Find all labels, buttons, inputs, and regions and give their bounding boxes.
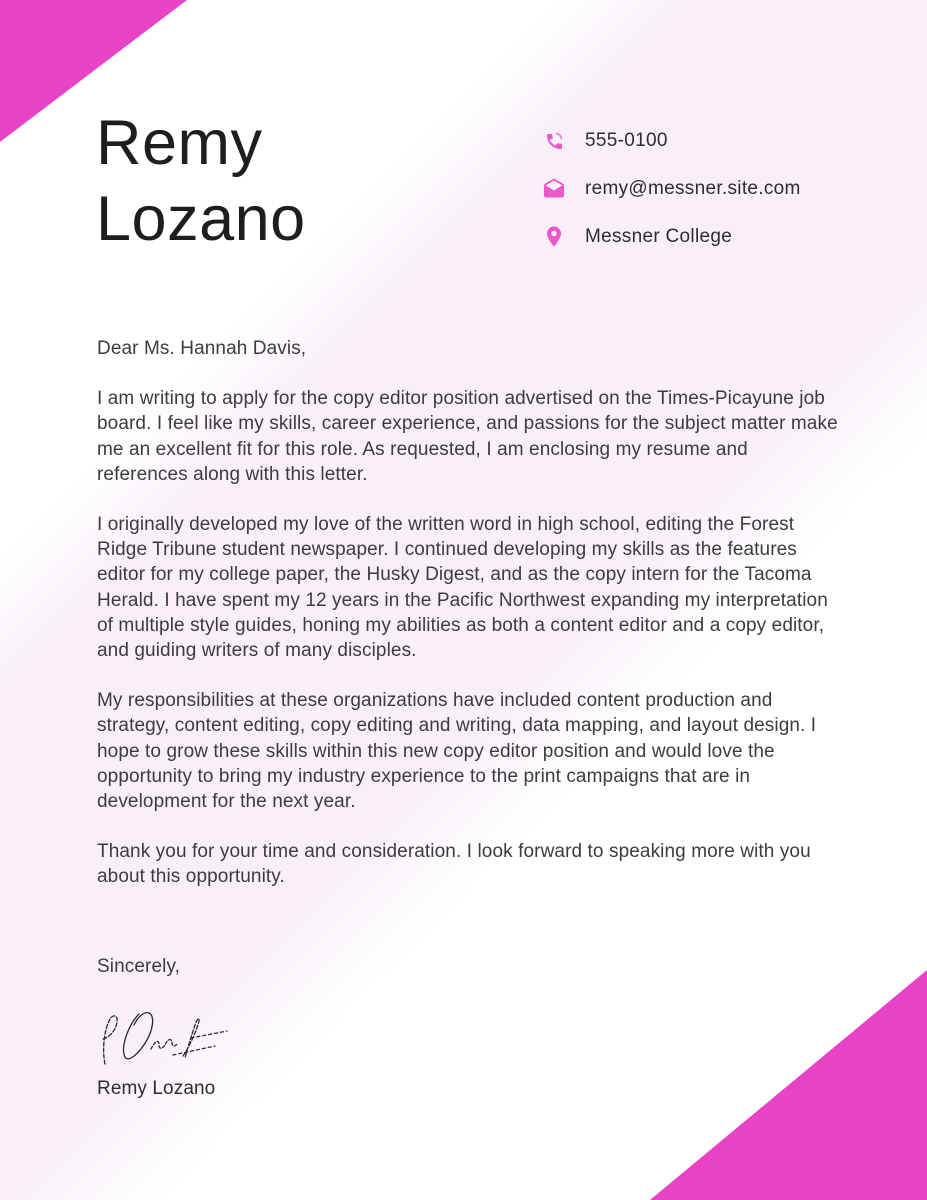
letter-paragraph-4: Thank you for your time and consideration. I look forward to speaking more with you about this opportunity.: [97, 841, 811, 888]
contact-row-email: [541, 176, 801, 202]
letter-paragraph-2: I originally developed my love of the written word in high school, editing the Forest Ridge Tribune student newspaper. I continued developing my skills as the features editor for my college paper, the Husky Digest, and as the copy intern for the Tacoma Herald. I have spent my 12 years in the Pacific Northwest expanding my interpretation of multiple style guides, honing my abilities as both a content editor and a copy editor, and guiding writers of many disciples.: [97, 514, 828, 662]
contact-location-text: Messner College: [585, 226, 733, 247]
closing: Sincerely,: [97, 955, 181, 977]
signature-typed-name: Remy Lozano: [97, 1077, 216, 1099]
email-icon: [541, 176, 567, 202]
contact-info: [541, 128, 801, 250]
contact-row-location: [541, 224, 801, 250]
letter-paragraph-1: I am writing to apply for the copy editor position advertised on the Times-Picayune job board. I feel like my skills, career experience, and passions for the subject matter make me an excellent fit for this role. As requested, I am enclosing my resume and references along with this letter.: [97, 388, 838, 485]
salutation: Dear Ms. Hannah Davis,: [97, 338, 307, 359]
candidate-last-name: Lozano: [96, 183, 306, 254]
letter-paragraph-3: My responsibilities at these organizations have included content production and strategy, content editing, copy editing and writing, data mapping, and layout design. I hope to grow these skills within this new copy editor position and would love the opportunity to bring my industry experience to the print campaigns that are in development for the next year.: [97, 690, 817, 813]
signature-image: [93, 1004, 243, 1070]
contact-row-phone: [541, 128, 801, 154]
candidate-name: [96, 106, 306, 257]
letter-body: [97, 336, 841, 1101]
candidate-first-name: Remy: [96, 108, 263, 178]
location-icon: [541, 224, 567, 250]
contact-email-text: remy@messner.site.com: [585, 178, 801, 199]
contact-phone-text: 555-0100: [585, 130, 668, 151]
phone-icon: [541, 128, 567, 154]
